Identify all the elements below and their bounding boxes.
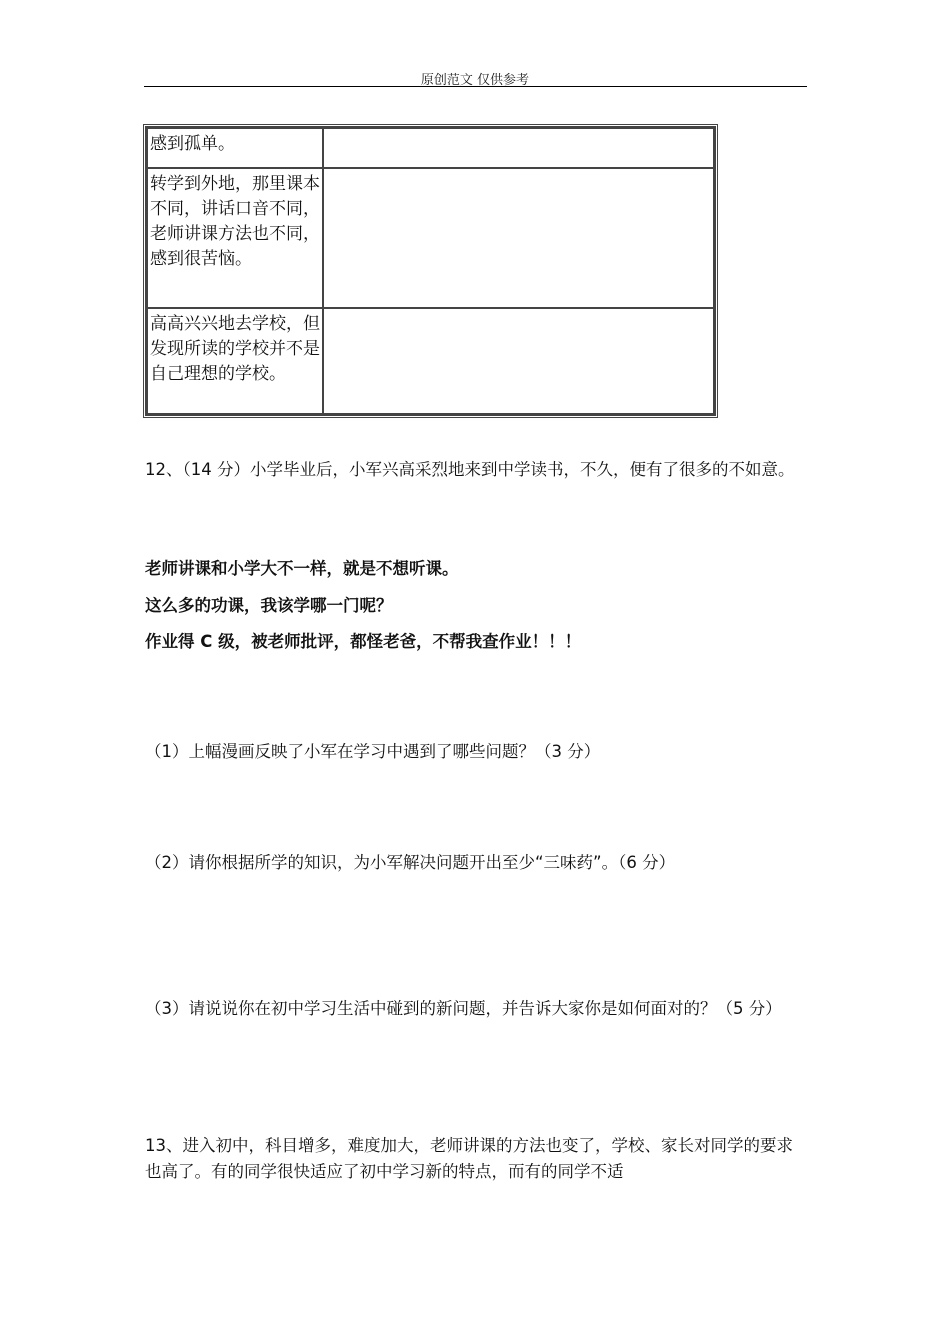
question-12-intro: 12、（14 分）小学毕业后，小军兴高采烈地来到中学读书，不久，便有了很多的不如意。 (145, 460, 795, 479)
table-row (147, 128, 714, 168)
cartoon-line-2: 这么多的功课，我该学哪一门呢？ (145, 596, 393, 615)
situation-table (143, 124, 718, 418)
answer-cell (323, 128, 714, 168)
question-12-sub-1: （1）上幅漫画反映了小军在学习中遇到了哪些问题？（3 分） (145, 742, 601, 761)
situation-cell: 高高兴兴地去学校，但发现所读的学校并不是自己理想的学校。 (147, 308, 323, 414)
page-header: 原创范文 仅供参考 (420, 73, 530, 88)
cartoon-line-1: 老师讲课和小学大不一样，就是不想听课。 (145, 559, 459, 578)
question-12-sub-3: （3）请说说你在初中学习生活中碰到的新问题，并告诉大家你是如何面对的？（5 分） (145, 999, 782, 1018)
question-12-sub-2: （2）请你根据所学的知识，为小军解决问题开出至少“三味药”。（6 分） (145, 853, 676, 872)
table-row (147, 308, 714, 414)
table-row (147, 168, 714, 308)
situation-cell: 转学到外地，那里课本不同，讲话口音不同，老师讲课方法也不同，感到很苦恼。 (147, 168, 323, 308)
header-rule (144, 86, 807, 87)
answer-cell (323, 308, 714, 414)
cartoon-line-3: 作业得 C 级，被老师批评，都怪老爸，不帮我查作业！！！ (145, 632, 582, 651)
answer-cell (323, 168, 714, 308)
situation-cell: 感到孤单。 (147, 128, 323, 168)
question-13-text: 13、进入初中，科目增多，难度加大，老师讲课的方法也变了，学校、家长对同学的要求也高了。有的同学很快适应了初中学习新的特点，而有的同学不适 (145, 1136, 793, 1181)
